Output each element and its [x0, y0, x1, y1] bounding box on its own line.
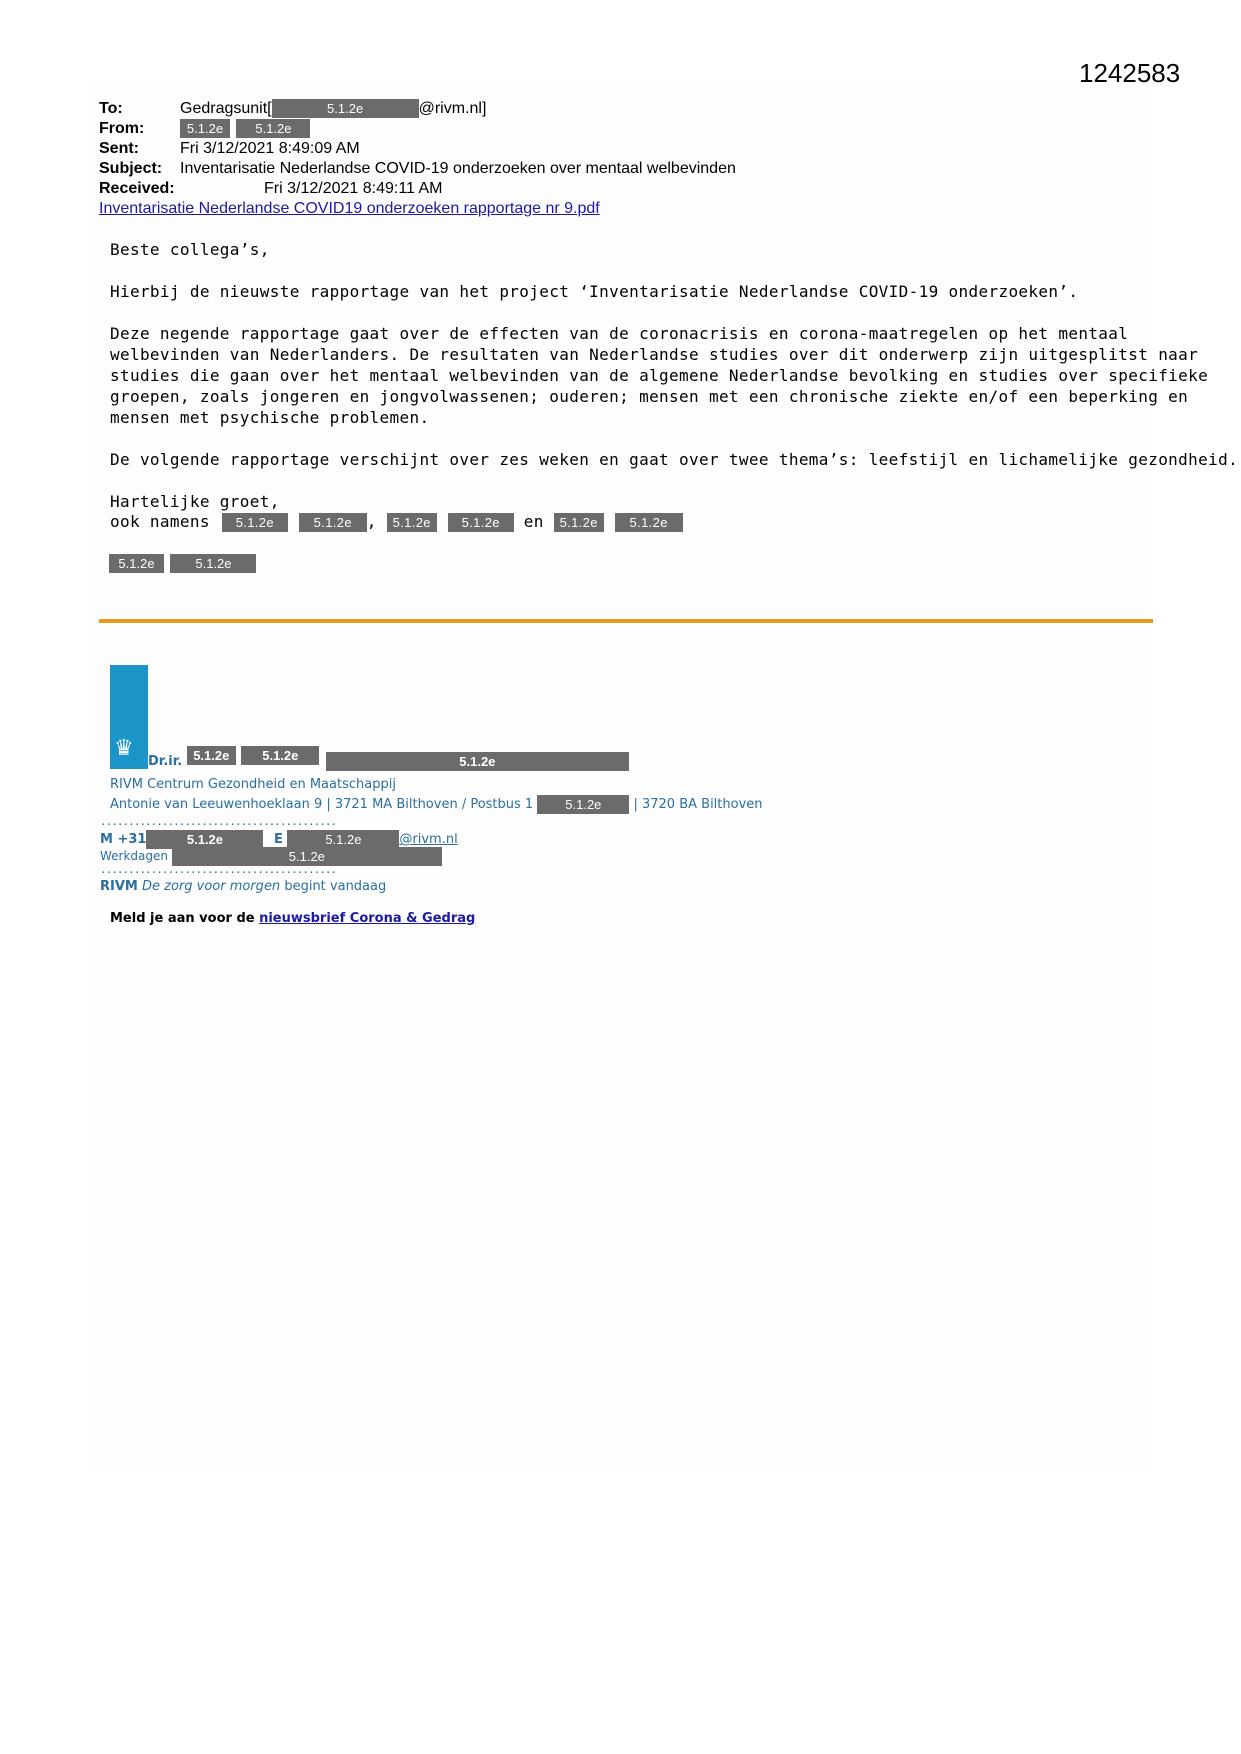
paragraph-line: mensen met psychische problemen.: [110, 408, 430, 427]
to-value-prefix: Gedragsunit[: [180, 100, 272, 117]
signature-title: Dr.ir.: [148, 754, 183, 769]
sender-name-redacted: [109, 554, 256, 573]
paragraph-line: welbevinden van Nederlanders. De resultaten van Nederlandse studies over dit onderwerp zijn uitgesplitst naar: [110, 345, 1199, 364]
comma: ,: [366, 512, 377, 531]
tagline-brand: RIVM: [100, 879, 138, 894]
paragraph-line: Deze negende rapportage gaat over de effecten van de coronacrisis en corona-maatregelen op het mentaal: [110, 324, 1129, 343]
intro-paragraph: Hierbij de nieuwste rapportage van het project ‘Inventarisatie Nederlandse COVID-19 onderzoeken’.: [110, 282, 1079, 301]
redaction-box: 5.1.2e: [554, 513, 604, 532]
orange-divider: [99, 619, 1153, 623]
greeting: Beste collega’s,: [110, 240, 270, 259]
next-report-paragraph: De volgende rapportage verschijnt over zes weken en gaat over twee thema’s: leefstijl en lichamelijke gezondheid.: [110, 450, 1239, 469]
newsletter-prefix: Meld je aan voor de: [110, 911, 255, 926]
newsletter-link[interactable]: nieuwsbrief Corona & Gedrag: [259, 911, 476, 926]
redaction-box: 5.1.2e: [615, 513, 683, 532]
redaction-box: 5.1.2e: [537, 795, 629, 814]
mobile-label: M +31: [100, 832, 147, 847]
closing: Hartelijke groet,: [110, 492, 280, 511]
redaction-box: 5.1.2e: [448, 513, 514, 532]
redaction-box: 5.1.2e: [222, 513, 288, 532]
tagline-rest: begint vandaag: [284, 879, 387, 894]
redaction-box: 5.1.2e: [172, 847, 442, 866]
subject-label: Subject:: [99, 160, 163, 177]
paragraph-line: studies die gaan over het mentaal welbevinden van de algemene Nederlandse bevolking en studies over specifieke: [110, 366, 1209, 385]
signature-org: RIVM Centrum Gezondheid en Maatschappij: [110, 777, 396, 792]
sent-value: Fri 3/12/2021 8:49:09 AM: [180, 140, 360, 157]
redaction-box: 5.1.2e: [109, 554, 164, 573]
email-label: E: [273, 832, 283, 847]
signature-name-row: [148, 748, 629, 771]
main-paragraph: [110, 323, 1208, 428]
signature-email-link[interactable]: @rivm.nl: [399, 832, 458, 847]
to-value-suffix: @rivm.nl]: [418, 100, 487, 117]
redaction-box: 5.1.2e: [287, 830, 399, 849]
redaction-box: 5.1.2e: [272, 99, 419, 118]
tagline: [100, 879, 386, 894]
redaction-box: 5.1.2e: [170, 554, 256, 573]
address-part-a: Antonie van Leeuwenhoeklaan 9 | 3721 MA Bilthoven / Postbus 1: [110, 797, 534, 812]
tagline-italic: De zorg voor morgen: [142, 879, 281, 894]
redaction-box: 5.1.2e: [236, 119, 310, 138]
address-part-b: | 3720 BA Bilthoven: [633, 797, 763, 812]
redaction-box: 5.1.2e: [299, 513, 367, 532]
sent-label: Sent:: [99, 140, 139, 157]
redaction-box: 5.1.2e: [146, 830, 263, 849]
also-names-label: ook namens: [110, 512, 210, 531]
redaction-box: 5.1.2e: [180, 119, 230, 138]
redaction-box: 5.1.2e: [326, 752, 629, 771]
received-value: Fri 3/12/2021 8:49:11 AM: [264, 180, 443, 197]
signature-address: [110, 795, 763, 814]
document-number: 1242583: [1079, 58, 1181, 88]
to-label: To:: [99, 100, 123, 117]
received-label: Received:: [99, 180, 175, 197]
redaction-box: 5.1.2e: [241, 746, 319, 765]
redaction-box: 5.1.2e: [387, 513, 437, 532]
also-names-row: [110, 511, 683, 532]
from-label: From:: [99, 120, 145, 137]
subject-value: Inventarisatie Nederlandse COVID-19 onderzoeken over mentaal welbevinden: [180, 160, 736, 177]
and-label: en: [523, 512, 544, 531]
paragraph-line: groepen, zoals jongeren en jongvolwassenen; ouderen; mensen met een chronische ziekte en/of een beperking en: [110, 387, 1189, 406]
dotted-separator: ..........................................: [100, 815, 337, 828]
rijksoverheid-crest-icon: ♛: [110, 665, 148, 769]
redaction-box: 5.1.2e: [187, 746, 236, 765]
workdays-label: Werkdagen: [100, 849, 169, 863]
dotted-separator: ..........................................: [100, 863, 337, 876]
attachment-link[interactable]: Inventarisatie Nederlandse COVID19 onderzoeken rapportage nr 9.pdf: [99, 200, 600, 217]
newsletter-row: [110, 911, 475, 926]
